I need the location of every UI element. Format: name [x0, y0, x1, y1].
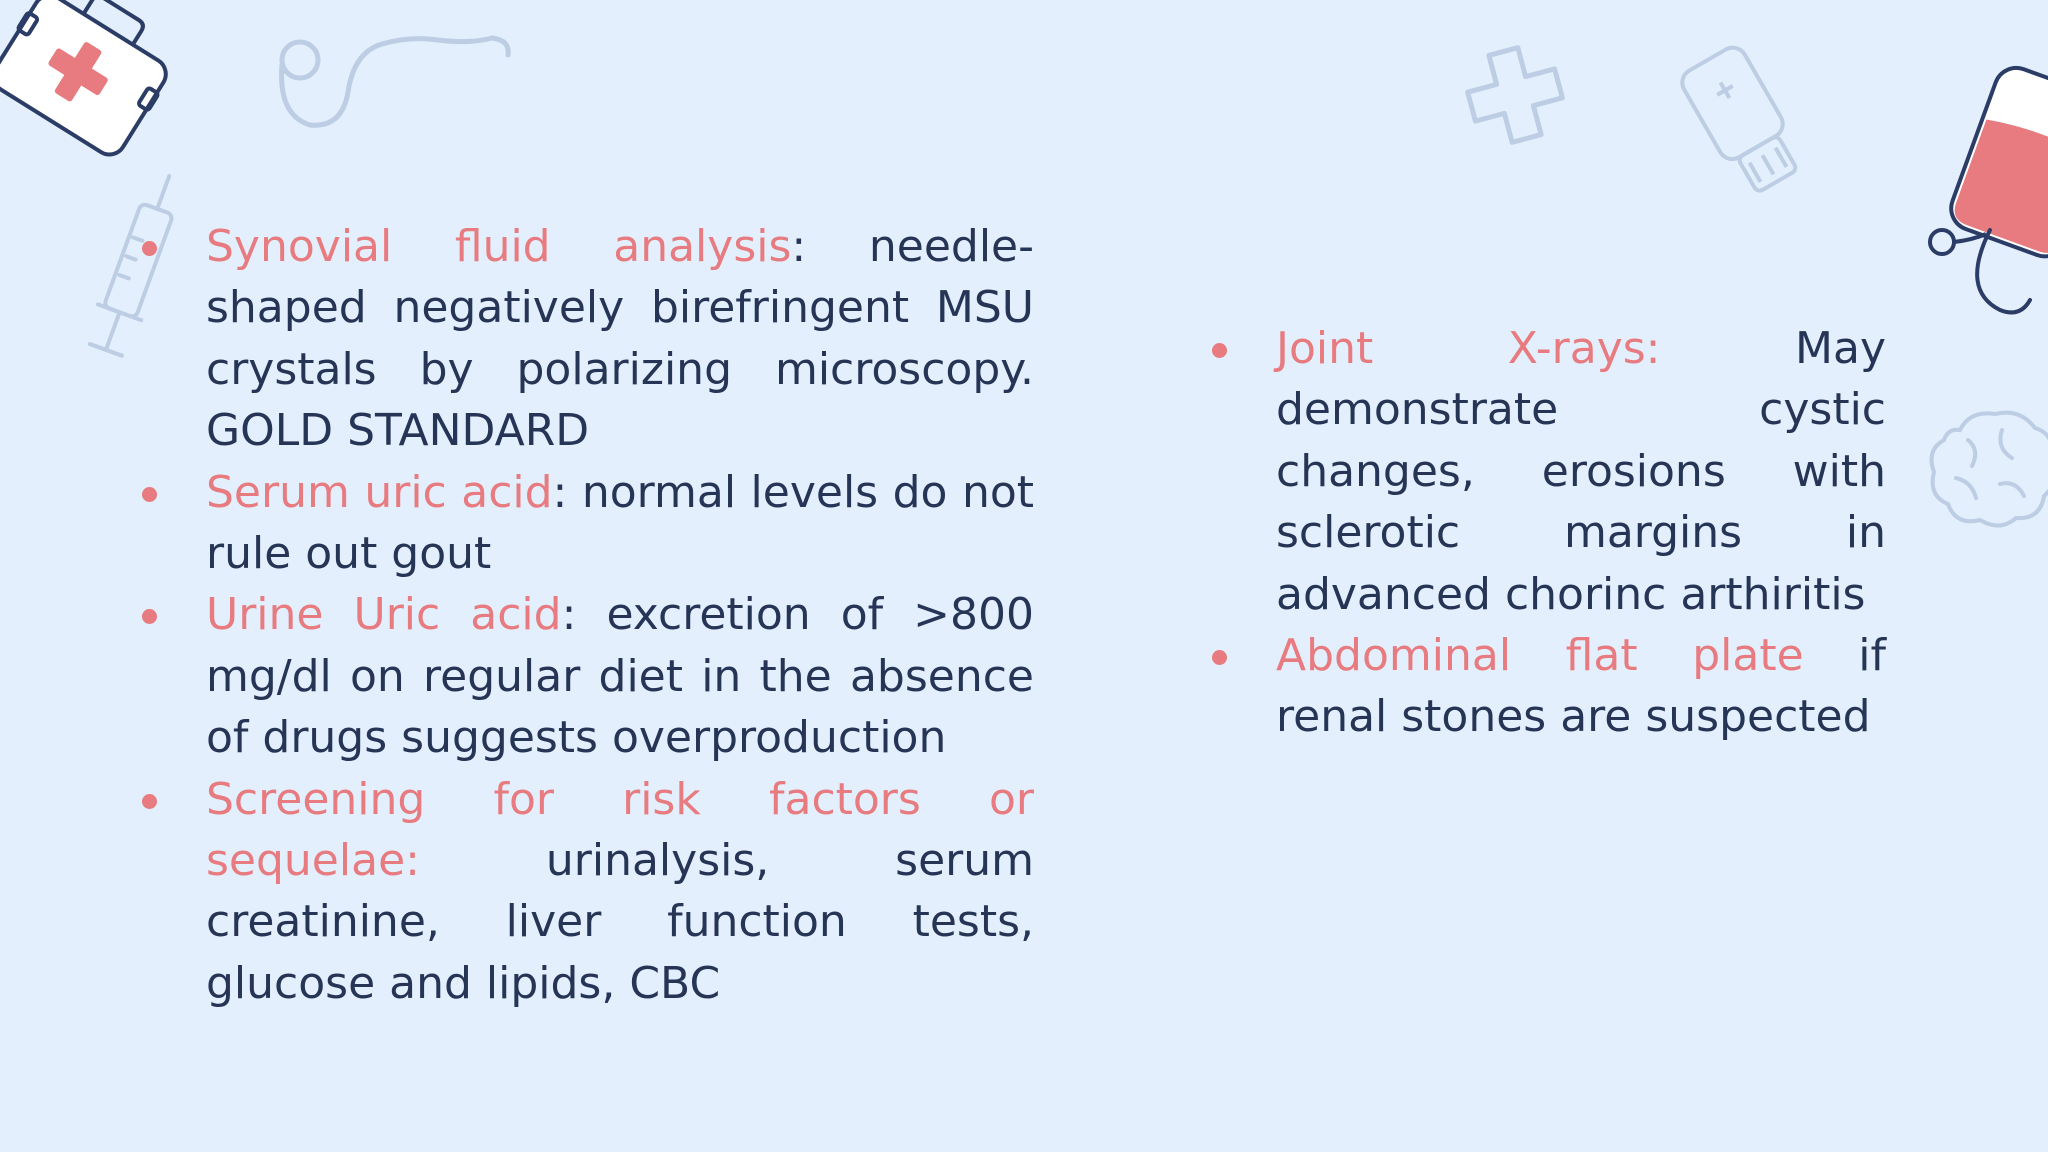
- item-text: urinalysis, serum creatinine, liver function tests, glucose and lipids, CBC: [206, 835, 1034, 1009]
- right-bullet-list: [1276, 318, 1886, 748]
- item-label: Joint X-rays:: [1276, 323, 1661, 374]
- item-text: May demonstrate cystic changes, erosions with sclerotic margins in advanced chorinc arthiritis: [1276, 323, 1886, 620]
- brain-icon: [1920, 400, 2048, 540]
- syringe-icon: [70, 165, 200, 375]
- list-item: [206, 584, 1034, 768]
- item-label: Urine Uric acid: [206, 589, 562, 641]
- list-item: [206, 462, 1034, 585]
- item-label: Serum uric acid: [206, 466, 553, 518]
- blood-bag-icon: [1920, 50, 2048, 330]
- left-bullet-list: [206, 216, 1034, 1014]
- item-label: Abdominal flat plate: [1276, 630, 1804, 682]
- list-item: [206, 769, 1034, 1015]
- list-item: [1276, 625, 1886, 748]
- item-text: : needle-shaped negatively birefringent MSU crystals by polarizing microscopy. GOLD STANDARD: [206, 221, 1034, 457]
- medicine-bottle-icon: [1660, 30, 1830, 220]
- item-text: : excretion of >800 mg/dl on regular diet in the absence of drugs suggests overproduction: [206, 589, 1035, 764]
- item-label: Screening for risk factors or sequelae:: [206, 773, 1034, 887]
- item-text: if renal stones are suspected: [1276, 630, 1886, 743]
- item-text: : normal levels do not rule out gout: [206, 466, 1035, 580]
- list-item: [206, 216, 1034, 462]
- list-item: [1276, 318, 1886, 625]
- item-label: Synovial fluid analysis: [206, 221, 792, 272]
- stethoscope-icon: [270, 10, 520, 140]
- medical-cross-icon: [1460, 40, 1570, 150]
